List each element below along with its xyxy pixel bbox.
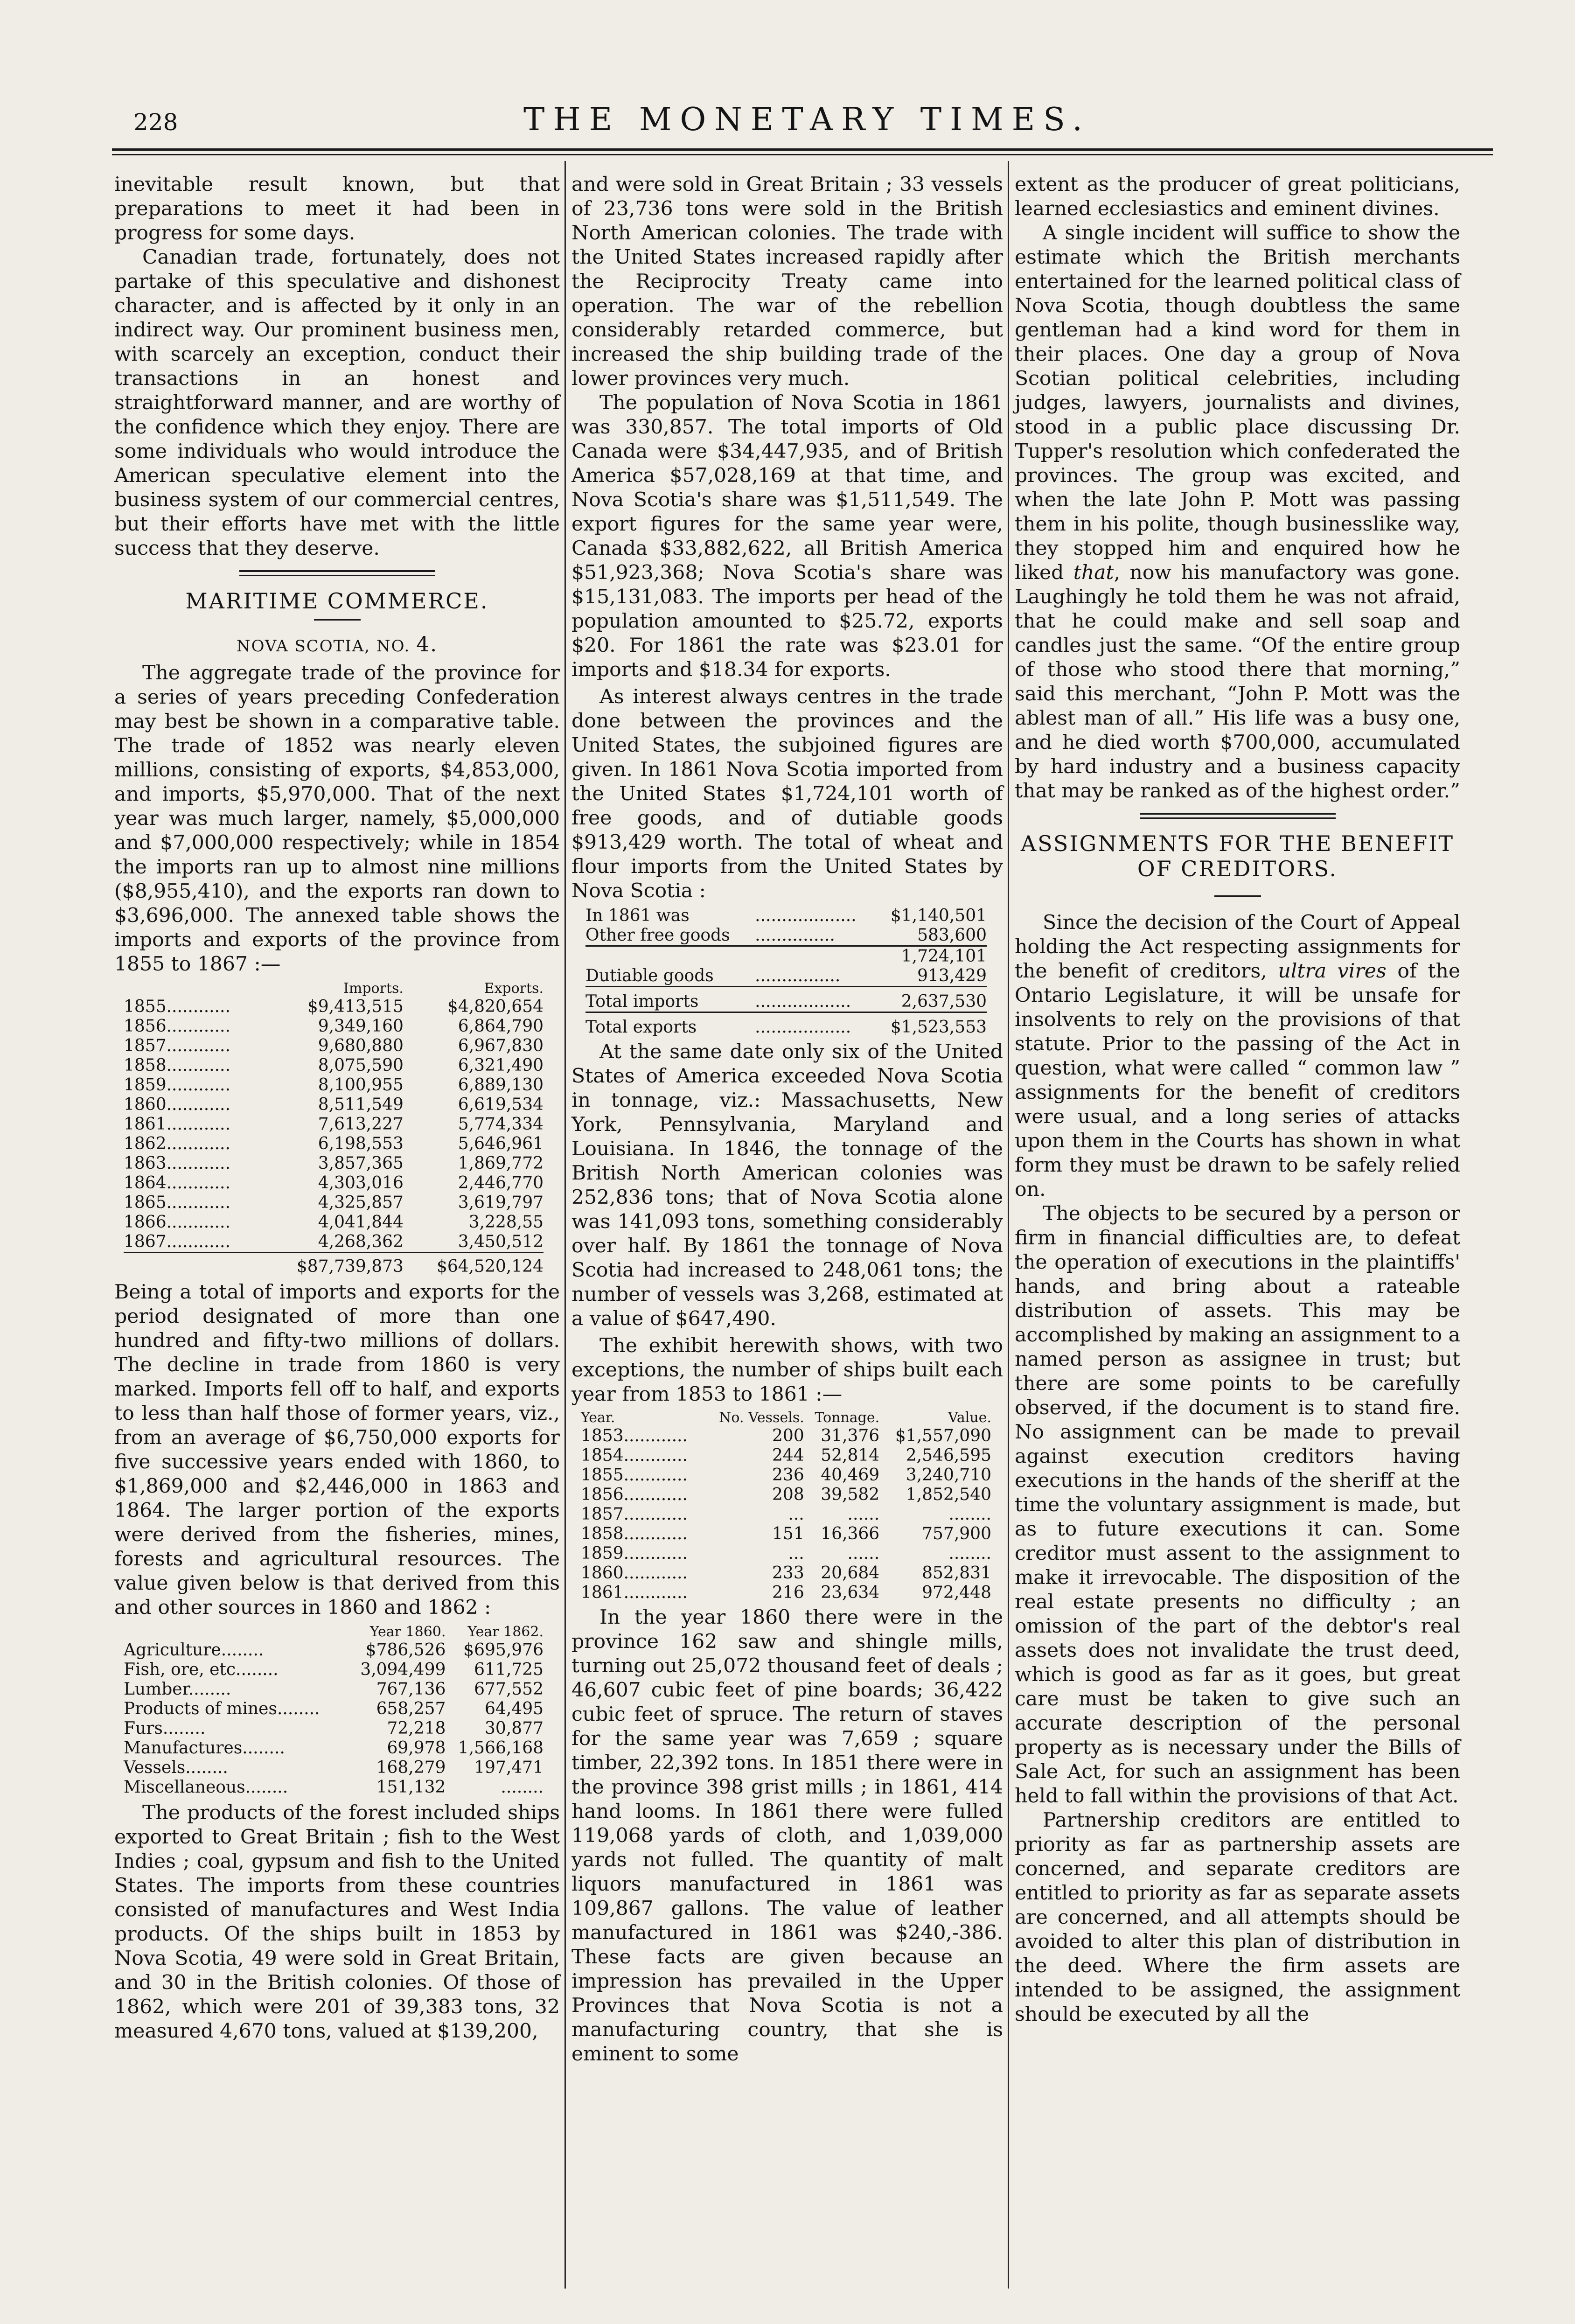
- column-3: [1015, 173, 1460, 2027]
- table-row: [124, 1193, 544, 1213]
- table-row: [124, 1719, 544, 1738]
- year-1862-cell: 197,471: [474, 1758, 544, 1777]
- leader-dots: ..................: [755, 1012, 874, 1038]
- paragraph: [1015, 911, 1460, 1202]
- column-1: [114, 173, 560, 2044]
- section-subheading: [114, 633, 560, 658]
- paragraph: In the year 1860 there were in the province 162 saw and shingle mills, turning out 25,072 thousand feet of deals ; 46,607 cubic feet of pine boards; 36,422 cubic feet of spruce. The return of staves for the same year was 7,659 ; square timber, 22,392 tons. In 1851 there were in the province 398 grist mills ; in 1861, 414 hand looms. In 1861 there were fulled 119,068 yards of cloth, and 1,039,000 yards not fulled. The quantity of malt liquors manufactured in 1861 was 109,867 gallons. The value of leather manufactured in 1861 was $240,-386. These facts are given because an impression has prevailed in the Upper Provinces that Nova Scotia is not a manufacturing country, that she is eminent to some: [571, 1606, 1003, 2066]
- section-rule: [1140, 817, 1336, 819]
- tonnage-cell: 52,814: [821, 1446, 880, 1465]
- table-row: [124, 1075, 544, 1095]
- vessels-cell: 151: [772, 1524, 804, 1543]
- exports-cell: 5,774,334: [458, 1115, 544, 1134]
- exports-cell: 1,869,772: [458, 1154, 544, 1173]
- exports-cell: 6,619,534: [458, 1095, 544, 1114]
- imports-cell: 4,268,362: [318, 1232, 404, 1251]
- year-cell: 1859............: [124, 1075, 230, 1095]
- year-1860-cell: $786,526: [365, 1640, 446, 1660]
- vessels-cell: 244: [772, 1446, 804, 1465]
- subtotal-value: 1,724,101: [874, 946, 987, 967]
- column-header-tonnage: Tonnage.: [815, 1410, 880, 1426]
- year-cell: 1859............: [581, 1544, 688, 1563]
- imports-cell: 9,349,160: [318, 1017, 404, 1036]
- year-1862-cell: ........: [501, 1778, 544, 1797]
- exports-cell: 2,446,770: [458, 1173, 544, 1193]
- year-cell: 1857............: [124, 1036, 230, 1055]
- value-cell: $1,140,501: [890, 906, 987, 925]
- table-row: [124, 1134, 544, 1154]
- year-1862-cell: 64,495: [485, 1699, 544, 1718]
- vessels-cell: 236: [772, 1466, 804, 1485]
- leader-dots: ................: [755, 966, 841, 985]
- vessels-cell: 200: [772, 1426, 804, 1445]
- imports-cell: 7,613,227: [318, 1115, 404, 1134]
- table-row: [124, 1660, 544, 1680]
- us-imports-table: [585, 906, 987, 1037]
- source-table: [124, 1624, 544, 1797]
- year-cell: 1854............: [581, 1446, 688, 1465]
- table-row: [124, 1680, 544, 1699]
- label-cell: Agriculture........: [124, 1640, 264, 1660]
- tonnage-cell: 40,469: [821, 1466, 880, 1485]
- page-number: 228: [133, 109, 178, 136]
- label-cell: Manufactures........: [124, 1738, 285, 1758]
- column-divider-1: [564, 161, 566, 2289]
- paragraph: The exhibit herewith shows, with two exceptions, the number of ships built each year from 1853 to 1861 :—: [571, 1334, 1003, 1406]
- year-1862-cell: 30,877: [485, 1719, 544, 1738]
- imports-cell: 8,100,955: [318, 1075, 404, 1095]
- exports-cell: 3,450,512: [458, 1232, 544, 1251]
- tonnage-cell: 20,684: [821, 1563, 880, 1583]
- exports-cell: 3,619,797: [458, 1193, 544, 1212]
- value-cell: 972,448: [922, 1583, 991, 1602]
- imports-cell: 9,680,880: [318, 1036, 404, 1055]
- header-rule-thin: [112, 154, 1493, 155]
- value-cell: 1,852,540: [906, 1485, 991, 1504]
- paragraph: Partnership creditors are entitled to priority as far as partnership assets are concerned, and separate creditors are entitled to priority as far as separate assets are concerned, and all attempts should be avoided to alter this plan of distribution in the deed. Where the firm assets are intended to be assigned, the assignment should be executed by all the: [1015, 1809, 1460, 2026]
- section-rule: [239, 575, 435, 576]
- year-cell: 1860............: [124, 1095, 230, 1114]
- leader-dots: ..................: [755, 987, 874, 1012]
- table-row: [124, 997, 544, 1017]
- paragraph: As interest always centres in the trade done between the provinces and the United States, the subjoined figures are given. In 1861 Nova Scotia imported from the United States $1,724,101 worth of free goods, and of dutiable goods $913,429 worth. The total of wheat and flour imports from the United States by Nova Scotia :: [571, 685, 1003, 902]
- label-cell: Miscellaneous........: [124, 1778, 288, 1797]
- value-cell: 2,546,595: [906, 1446, 991, 1465]
- label-cell: Vessels........: [124, 1758, 228, 1777]
- header-rule: [112, 148, 1493, 151]
- year-1860-cell: 767,136: [376, 1680, 446, 1699]
- vessels-cell: 233: [772, 1563, 804, 1583]
- text-run: Since the decision of the Court of Appeal holding the Act respecting assignments for the benefit of creditors,: [1015, 911, 1460, 983]
- year-cell: 1853............: [581, 1426, 688, 1445]
- tonnage-cell: 16,366: [821, 1524, 880, 1543]
- page-header: [131, 100, 1484, 142]
- year-cell: 1863............: [124, 1154, 230, 1173]
- year-1862-cell: 1,566,168: [458, 1738, 544, 1758]
- year-cell: 1864............: [124, 1173, 230, 1193]
- paragraph: Being a total of imports and exports for the period designated of more than one hundred and fifty-two millions of dollars. The decline in trade from 1860 is very marked. Imports fell off to half, and exports to less than half those of former years, viz., from an average of $6,750,000 exports for five successive years ended with 1860, to $1,869,000 and $2,446,000 in 1863 and 1864. The larger portion of the exports were derived from the fisheries, mines, forests and agricultural resources. The value given below is that derived from this and other sources in 1860 and 1862 :: [114, 1281, 560, 1619]
- imports-cell: 4,303,016: [318, 1173, 404, 1193]
- table-row: [581, 1426, 991, 1446]
- text-run: of the Ontario Legislature, it will be unsafe for insolvents to rely on the provisions of that statute. Prior to the passing of the Act in question, what were called “ common law ” assignments for the benefit of creditors were usual, and a long series of attacks upon them in the Courts has shown in what form they must be drawn to be safely relied on.: [1015, 960, 1460, 1201]
- table-row: [124, 1738, 544, 1758]
- dutiable-value: 913,429: [917, 966, 987, 985]
- year-cell: 1866............: [124, 1213, 230, 1232]
- exports-cell: 3,228,55: [468, 1213, 544, 1232]
- text-run: , now his manufactory was gone. Laughingly he told them he was not afraid, that he could make and sell soap and candles just the same. “Of the entire group of those who stood there that morning,” said this merchant, “John P. Mott was the ablest man of all.” His life was a busy one, and he died worth $700,000, accumulated by hard industry and a business capacity that may be ranked as of the highest order.”: [1015, 561, 1460, 803]
- table-row: [124, 1778, 544, 1797]
- imports-cell: 3,857,365: [318, 1154, 404, 1173]
- total-imports: $87,739,873: [264, 1253, 404, 1277]
- imports-cell: 8,511,549: [318, 1095, 404, 1114]
- year-cell: 1856............: [124, 1017, 230, 1036]
- paragraph: At the same date only six of the United States of America exceeded Nova Scotia in tonnage, viz.: Massachusetts, New York, Pennsylvania, Maryland and Louisiana. In 1846, the tonnage of the British North American colonies was 252,836 tons; that of Nova Scotia alone was 141,093 tons, something considerably over half. By 1861 the tonnage of Nova Scotia had increased to 248,061 tons; the number of vessels was 3,268, estimated at a value of $647,490.: [571, 1040, 1003, 1330]
- year-1862-cell: 677,552: [474, 1680, 544, 1699]
- label-cell: Lumber........: [124, 1680, 231, 1699]
- year-cell: 1862............: [124, 1134, 230, 1153]
- label-cell: Other free goods: [585, 926, 730, 945]
- imports-cell: 6,198,553: [318, 1134, 404, 1153]
- column-header-vessels: No. Vessels.: [719, 1410, 804, 1426]
- subheading-number: 4.: [416, 633, 438, 656]
- year-cell: 1855............: [124, 997, 230, 1016]
- table-row: [124, 1173, 544, 1193]
- paragraph: The products of the forest included ships exported to Great Britain ; fish to the West Indies ; coal, gypsum and fish to the United States. The imports from these countries consisted of manufactures and West India products. Of the ships built in 1853 by Nova Scotia, 49 were sold in Great Britain, and 30 in the British colonies. Of those of 1862, which were 201 of 39,383 tons, 32 measured 4,670 tons, valued at $139,200,: [114, 1801, 560, 2043]
- table-row: [124, 1036, 544, 1056]
- table-row: [124, 1213, 544, 1232]
- tonnage-cell: 23,634: [821, 1583, 880, 1602]
- year-cell: 1860............: [581, 1563, 688, 1583]
- table-row: [585, 926, 987, 946]
- year-cell: 1856............: [581, 1485, 688, 1504]
- table-row: [124, 1154, 544, 1173]
- year-1860-cell: 168,279: [376, 1758, 446, 1777]
- label-cell: Furs........: [124, 1719, 206, 1738]
- paragraph: [1015, 221, 1460, 803]
- table-row: [124, 1115, 544, 1134]
- vessels-cell: ...: [788, 1505, 804, 1524]
- total-exports-label: Total exports: [585, 1012, 755, 1038]
- short-rule: [1214, 895, 1261, 897]
- table-row: [581, 1466, 991, 1485]
- table-row: [124, 1699, 544, 1719]
- paragraph: inevitable result known, but that preparations to meet it had been in progress for some days.: [114, 173, 560, 244]
- section-rule: [239, 570, 435, 572]
- year-1860-cell: 151,132: [376, 1778, 446, 1797]
- ships-table: [581, 1410, 991, 1603]
- year-cell: 1865............: [124, 1193, 230, 1212]
- table-row: [585, 906, 987, 926]
- column-divider-2: [1008, 161, 1009, 2289]
- paragraph: The aggregate trade of the province for a series of years preceding Confederation may best be shown in a comparative table. The trade of 1852 was nearly eleven millions, consisting of exports, $4,853,000, and imports, $5,970,000. That of the next year was much larger, namely, $5,000,000 and $7,000,000 respectively; while in 1854 the imports ran up to almost nine millions ($8,955,410), and the exports ran down to $3,696,000. The annexed table shows the imports and exports of the province from 1855 to 1867 :—: [114, 662, 560, 976]
- exports-cell: 6,321,490: [458, 1056, 544, 1075]
- table-row: [581, 1446, 991, 1466]
- imports-cell: 8,075,590: [318, 1056, 404, 1075]
- year-cell: 1857............: [581, 1505, 688, 1524]
- column-2: [571, 173, 1003, 2066]
- total-imports-value: 2,637,530: [874, 987, 987, 1012]
- dutiable-label: Dutiable goods: [585, 966, 714, 985]
- year-1860-cell: 658,257: [376, 1699, 446, 1718]
- table-row: [581, 1583, 991, 1603]
- year-cell: 1867............: [124, 1232, 230, 1251]
- imports-cell: 4,325,857: [318, 1193, 404, 1212]
- tonnage-cell: 39,582: [821, 1485, 880, 1504]
- value-cell: 3,240,710: [906, 1466, 991, 1485]
- year-1860-cell: 69,978: [387, 1738, 446, 1758]
- table-row: [581, 1563, 991, 1583]
- total-exports-value: $1,523,553: [874, 1012, 987, 1038]
- column-header-exports: Exports.: [484, 980, 544, 997]
- value-cell: 852,831: [922, 1563, 991, 1583]
- paragraph: and were sold in Great Britain ; 33 vessels of 23,736 tons were sold in the British North American colonies. The trade with the United States increased rapidly after the Reciprocity Treaty came into operation. The war of the rebellion considerably retarded commerce, but increased the ship building trade of the lower provinces very much.: [571, 173, 1003, 390]
- vessels-cell: 216: [772, 1583, 804, 1602]
- vessels-cell: 208: [772, 1485, 804, 1504]
- section-heading: ASSIGNMENTS FOR THE BENEFIT OF CREDITORS.: [1020, 831, 1455, 881]
- year-1862-cell: $695,976: [463, 1640, 544, 1660]
- table-row: [124, 1640, 544, 1660]
- section-rule: [1140, 813, 1336, 815]
- exports-cell: $4,820,654: [447, 997, 544, 1016]
- masthead: THE MONETARY TIMES.: [523, 101, 1091, 138]
- short-rule: [314, 619, 361, 621]
- label-cell: In 1861 was: [585, 906, 690, 925]
- subheading-text: NOVA SCOTIA, NO.: [236, 637, 411, 656]
- text-run: A single incident will suffice to show the estimate which the British merchants entertained for the learned political class of Nova Scotia, though doubtless the same gentleman had a kind word for them in their places. One day a group of Nova Scotian political celebrities, including judges, lawyers, journalists and divines, stood in a public place discussing Dr. Tupper's resolution which confederated the provinces. The group was excited, and when the late John P. Mott was passing them in his polite, though businesslike way, they stopped him and enquired how he liked: [1015, 222, 1460, 584]
- exports-cell: 6,889,130: [458, 1075, 544, 1095]
- exports-cell: 5,646,961: [458, 1134, 544, 1153]
- table-row: [124, 1017, 544, 1036]
- paragraph: The population of Nova Scotia in 1861 was 330,857. The total imports of Old Canada were $34,447,935, and of British America $57,028,169 at that time, and Nova Scotia's share was $1,511,549. The export figures for the same year were, Canada $33,882,622, all British America $51,923,368; Nova Scotia's share was $15,131,083. The imports per head of the population amounted to $25.72, exports $20. For 1861 the rate was $23.01 for imports and $18.34 for exports.: [571, 391, 1003, 681]
- value-cell: 583,600: [917, 926, 987, 945]
- trade-table: [124, 980, 544, 1277]
- value-cell: $1,557,090: [895, 1426, 991, 1445]
- paragraph: extent as the producer of great politicians, learned ecclesiastics and eminent divines.: [1015, 173, 1460, 220]
- label-cell: Products of mines........: [124, 1699, 320, 1718]
- column-header-1862: Year 1862.: [467, 1624, 544, 1640]
- year-1860-cell: 3,094,499: [360, 1660, 446, 1679]
- value-cell: 757,900: [922, 1524, 991, 1543]
- tonnage-cell: ......: [847, 1544, 880, 1563]
- column-header-value: Value.: [948, 1410, 991, 1426]
- tonnage-cell: 31,376: [821, 1426, 880, 1445]
- leader-dots: ...................: [755, 906, 857, 925]
- tonnage-cell: ......: [847, 1505, 880, 1524]
- exports-cell: 6,967,830: [458, 1036, 544, 1055]
- exports-cell: 6,864,790: [458, 1017, 544, 1036]
- year-cell: 1861............: [124, 1115, 230, 1134]
- table-row: [581, 1544, 991, 1563]
- imports-cell: $9,413,515: [307, 997, 404, 1016]
- leader-dots: ...............: [755, 926, 835, 945]
- table-row: [124, 1056, 544, 1075]
- year-cell: 1861............: [581, 1583, 688, 1602]
- table-row: [124, 1095, 544, 1115]
- year-cell: 1855............: [581, 1466, 688, 1485]
- vessels-cell: ...: [788, 1544, 804, 1563]
- table-row: [581, 1485, 991, 1505]
- table-row: [124, 1758, 544, 1778]
- section-heading: MARITIME COMMERCE.: [185, 588, 489, 614]
- label-cell: Fish, ore, etc........: [124, 1660, 279, 1679]
- column-header-year: Year.: [581, 1410, 615, 1426]
- year-1862-cell: 611,725: [474, 1660, 544, 1679]
- value-cell: ........: [948, 1505, 991, 1524]
- value-cell: ........: [948, 1544, 991, 1563]
- imports-cell: 4,041,844: [318, 1213, 404, 1232]
- table-row: [581, 1505, 991, 1524]
- total-exports: $64,520,124: [404, 1253, 544, 1277]
- table-row: [581, 1524, 991, 1544]
- paragraph: The objects to be secured by a person or firm in financial difficulties are, to defeat the operation of executions in the plaintiffs' hands, and bring about a rateable distribution of assets. This may be accomplished by making an assignment to a named person as assignee in trust; but there are some points to be carefully observed, if the document is to stand fire. No assignment can be made to prevail against execution creditors having executions in the hands of the sheriff at the time the voluntary assignment is made, but as to future executions it can. Some creditor must assent to the assignment to make it irrevocable. The disposition of the real estate presents no difficulty ; an omission of the part of the debtor's real assets does not invalidate the trust deed, which is good as far as it goes, but great care must be taken to give such an accurate description of the personal property as is necessary under the Bills of Sale Act, for such an assignment has been held to fall within the provisions of that Act.: [1015, 1202, 1460, 1808]
- year-1860-cell: 72,218: [387, 1719, 446, 1738]
- table-row: [124, 1232, 544, 1253]
- column-header-imports: Imports.: [343, 980, 404, 997]
- total-imports-label: Total imports: [585, 987, 755, 1012]
- paragraph: Canadian trade, fortunately, does not partake of this speculative and dishonest character, and is affected by it only in an indirect way. Our prominent business men, with scarcely an exception, conduct their transactions in an honest and straightforward manner, and are worthy of the confidence which they enjoy. There are some individuals who would introduce the American speculative element into the business system of our commercial centres, but their efforts have met with the little success that they deserve.: [114, 246, 560, 560]
- text-run-italic: ultra vires: [1278, 960, 1387, 983]
- column-header-1860: Year 1860.: [369, 1624, 446, 1640]
- year-cell: 1858............: [581, 1524, 688, 1543]
- year-cell: 1858............: [124, 1056, 230, 1075]
- text-run-italic: that: [1073, 561, 1114, 584]
